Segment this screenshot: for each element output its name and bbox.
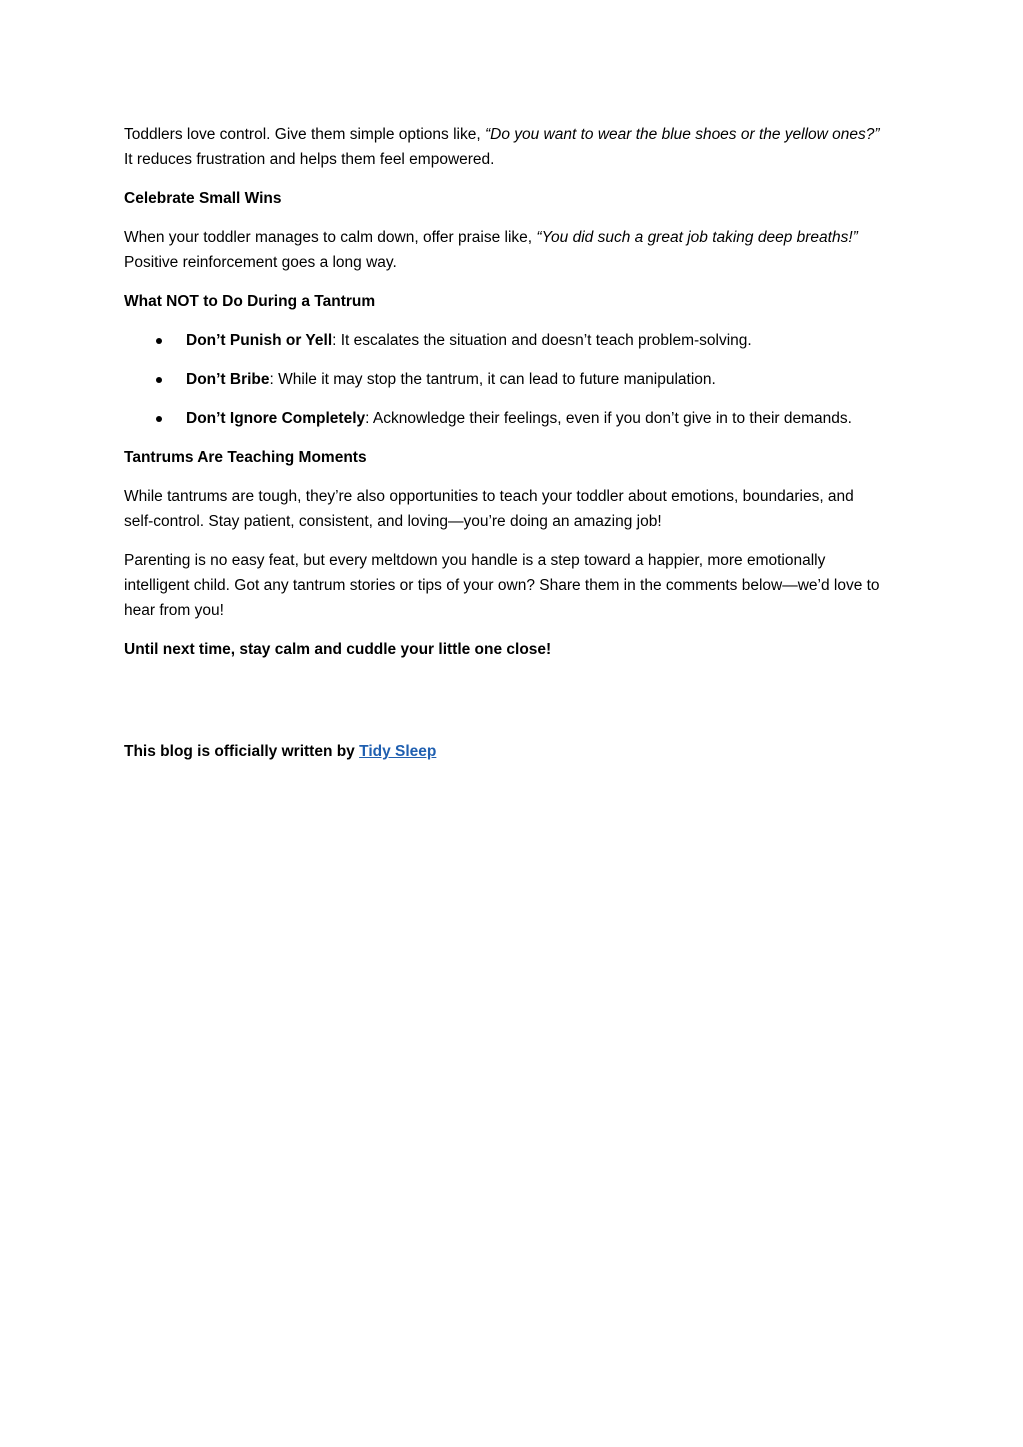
list-item xyxy=(124,406,884,431)
intro-paragraph xyxy=(124,122,884,172)
list-item-desc: : While it may stop the tantrum, it can lead to future manipulation. xyxy=(269,371,716,388)
teaching-paragraph-2: Parenting is no easy feat, but every meltdown you handle is a step toward a happier, more emotionally intelligent child. Got any tantrum stories or tips of your own? Share them in the comments below—we’d love to hear from you! xyxy=(124,552,880,619)
teaching-paragraph-1: While tantrums are tough, they’re also opportunities to teach your toddler about emotions, boundaries, and self-control. Stay patient, consistent, and loving—you’re doing an amazing job! xyxy=(124,488,854,530)
document-page xyxy=(124,122,884,778)
list-item-term: Don’t Punish or Yell xyxy=(186,332,333,349)
list-item xyxy=(124,328,884,353)
intro-quote: “Do you want to wear the blue shoes or the yellow ones?” xyxy=(484,126,880,143)
tidy-sleep-link[interactable]: Tidy Sleep xyxy=(359,743,437,760)
heading-celebrate-small-wins: Celebrate Small Wins xyxy=(124,190,282,207)
wins-quote: “You did such a great job taking deep breaths!” xyxy=(536,229,858,246)
heading-teaching-moments: Tantrums Are Teaching Moments xyxy=(124,449,367,466)
bullet-icon xyxy=(156,416,162,422)
list-item-term: Don’t Ignore Completely xyxy=(186,410,366,427)
list-item-desc: : It escalates the situation and doesn’t teach problem-solving. xyxy=(332,332,752,349)
list-item xyxy=(124,367,884,392)
wins-paragraph xyxy=(124,225,884,275)
bullet-list xyxy=(124,328,884,431)
byline xyxy=(124,739,884,764)
wins-text-before: When your toddler manages to calm down, offer praise like, xyxy=(124,229,537,246)
closing-line: Until next time, stay calm and cuddle your little one close! xyxy=(124,641,552,658)
list-item-term: Don’t Bribe xyxy=(186,371,270,388)
list-item-desc: : Acknowledge their feelings, even if you don’t give in to their demands. xyxy=(365,410,852,427)
intro-text-before: Toddlers love control. Give them simple options like, xyxy=(124,126,485,143)
intro-text-after: It reduces frustration and helps them feel empowered. xyxy=(124,151,495,168)
byline-text: This blog is officially written by xyxy=(124,743,360,760)
heading-what-not-to-do: What NOT to Do During a Tantrum xyxy=(124,293,376,310)
bullet-icon xyxy=(156,377,162,383)
bullet-icon xyxy=(156,338,162,344)
wins-text-after: Positive reinforcement goes a long way. xyxy=(124,254,397,271)
